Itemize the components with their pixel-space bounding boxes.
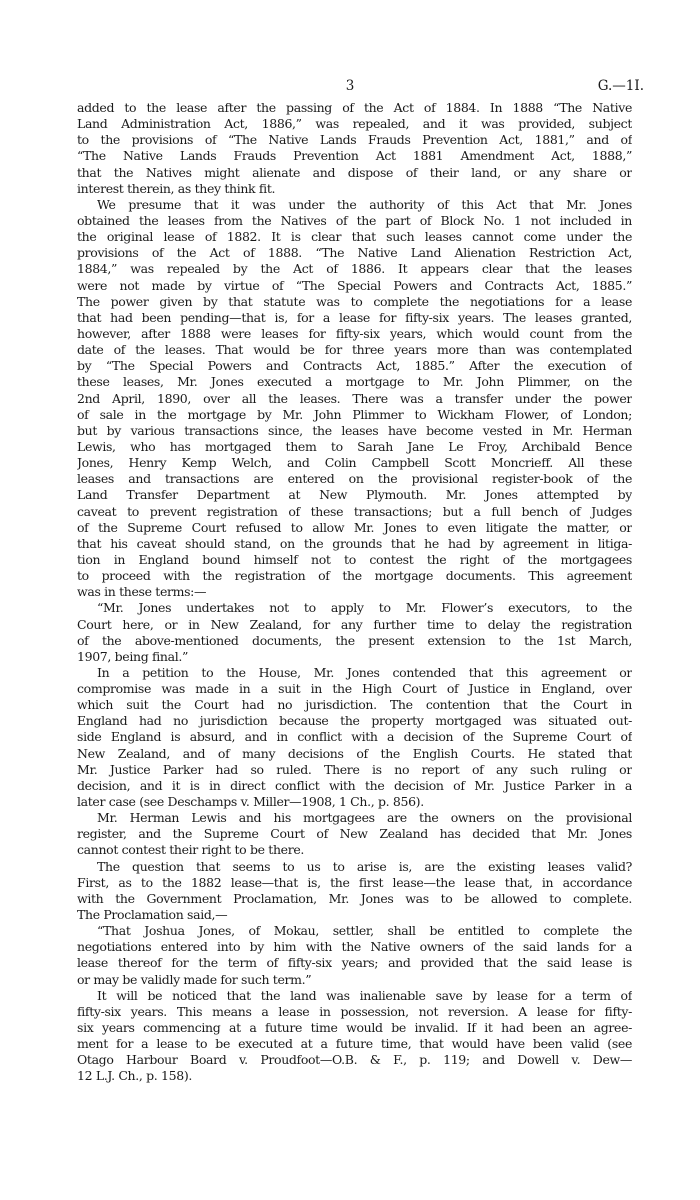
text-line: 1884,” was repealed by the Act of 1886. It appears clear that the leases (77, 261, 632, 277)
text-line: Court here, or in New Zealand, for any further time to delay the registration (77, 616, 632, 632)
text-line: “That Joshua Jones, of Mokau, settler, shall be entitled to complete the (97, 923, 632, 939)
text-line: of sale in the mortgage by Mr. John Plimmer to Wickham Flower, of London; (77, 406, 632, 422)
text-line: decision, and it is in direct conflict with the decision of Mr. Justice Parker in a (77, 777, 632, 793)
text-line: It will be noticed that the land was inalienable save by lease for a term of (97, 987, 632, 1003)
text-line: Mr. Justice Parker had so ruled. There is no report of any such ruling or (77, 761, 632, 777)
text-line: compromise was made in a suit in the High Court of Justice in England, over (77, 681, 632, 697)
text-line: the original lease of 1882. It is clear that such leases cannot come under the (77, 229, 632, 245)
text-line: which suit the Court had no jurisdiction. The contention that the Court in (77, 697, 632, 713)
text-line: “Mr. Jones undertakes not to apply to Mr. Flower’s executors, to the (97, 600, 632, 616)
text-line: later case (see Deschamps v. Miller—1908, 1 Ch., p. 856). (77, 794, 424, 810)
text-line: 1907, being final.” (77, 648, 189, 664)
text-line: Otago Harbour Board v. Proudfoot—O.B. & F., p. 119; and Dowell v. Dew— (77, 1052, 632, 1068)
text-line: cannot contest their right to be there. (77, 842, 304, 858)
text-line: provisions of the Act of 1888. “The Native Land Alienation Restriction Act, (77, 245, 632, 261)
text-line: six years commencing at a future time would be invalid. If it had been an agree- (77, 1020, 632, 1036)
text-line: interest therein, as they think fit. (77, 180, 276, 196)
text-line: Lewis, who has mortgaged them to Sarah Jane Le Froy, Archibald Bence (77, 438, 632, 454)
text-line: that the Natives might alienate and dispose of their land, or any share or (77, 164, 632, 180)
text-line: of the above-mentioned documents, the present extension to the 1st March, (77, 632, 632, 648)
text-line: Land Administration Act, 1886,” was repealed, and it was provided, subject (77, 116, 632, 132)
text-line: register, and the Supreme Court of New Zealand has decided that Mr. Jones (77, 826, 632, 842)
text-line: fifty-six years. This means a lease in possession, not reversion. A lease for fifty- (77, 1003, 632, 1019)
text-line: but by various transactions since, the leases have become vested in Mr. Herman (77, 422, 632, 438)
text-line: First, as to the 1882 lease—that is, the first lease—the lease that, in accordance (77, 874, 632, 890)
text-line: New Zealand, and of many decisions of the English Courts. He stated that (77, 745, 632, 761)
text-line: of the Supreme Court refused to allow Mr. Jones to even litigate the matter, or (77, 519, 632, 535)
text-line: Land Transfer Department at New Plymouth. Mr. Jones attempted by (77, 487, 632, 503)
text-line: The power given by that statute was to complete the negotiations for a lease (77, 293, 632, 309)
body-text (77, 100, 632, 1085)
text-line: The question that seems to us to arise is, are the existing leases valid? (97, 858, 632, 874)
text-line: England had no jurisdiction because the property mortgaged was situated out- (77, 713, 632, 729)
text-line: tion in England bound himself not to contest the right of the mortgagees (77, 551, 632, 567)
text-line: that had been pending—that is, for a lease for fifty-six years. The leases granted, (77, 309, 632, 325)
text-line: was in these terms:— (77, 584, 207, 600)
document-code: G.—1I. (597, 78, 644, 94)
text-line: that his caveat should stand, on the grounds that he had by agreement in litiga- (77, 535, 632, 551)
text-line: Mr. Herman Lewis and his mortgagees are the owners on the provisional (97, 810, 632, 826)
text-line: however, after 1888 were leases for fifty-six years, which would count from the (77, 325, 632, 341)
text-line: added to the lease after the passing of the Act of 1884. In 1888 “The Native (77, 100, 632, 115)
text-line: or may be validly made for such term.” (77, 971, 312, 987)
text-line: 2nd April, 1890, over all the leases. There was a transfer under the power (77, 390, 632, 406)
text-line: date of the leases. That would be for three years more than was contemplated (77, 342, 632, 358)
text-line: ment for a lease to be executed at a future time, that would have been valid (see (77, 1036, 632, 1052)
text-line: were not made by virtue of “The Special Powers and Contracts Act, 1885.” (77, 277, 632, 293)
text-line: Jones, Henry Kemp Welch, and Colin Campbell Scott Moncrieff. All these (77, 455, 632, 471)
text-line: obtained the leases from the Natives of the part of Block No. 1 not included in (77, 212, 632, 228)
text-line: to the provisions of “The Native Lands Frauds Prevention Act, 1881,” and of (77, 132, 632, 148)
text-line: leases and transactions are entered on the provisional register-book of the (77, 471, 632, 487)
text-line: side England is absurd, and in conflict with a decision of the Supreme Court of (77, 729, 632, 745)
text-line: to proceed with the registration of the mortgage documents. This agreement (77, 568, 632, 584)
text-line: with the Government Proclamation, Mr. Jones was to be allowed to complete. (77, 890, 632, 906)
text-line: these leases, Mr. Jones executed a mortgage to Mr. John Plimmer, on the (77, 374, 632, 390)
text-line: negotiations entered into by him with the Native owners of the said lands for a (77, 939, 632, 955)
text-line: “The Native Lands Frauds Prevention Act 1881 Amendment Act, 1888,” (77, 148, 632, 164)
text-line: lease thereof for the term of fifty-six years; and provided that the said lease is (77, 955, 632, 971)
text-line: 12 L.J. Ch., p. 158). (77, 1068, 192, 1084)
text-line: In a petition to the House, Mr. Jones contended that this agreement or (97, 664, 632, 680)
text-line: caveat to prevent registration of these transactions; but a full bench of Judges (77, 503, 632, 519)
text-line: by “The Special Powers and Contracts Act, 1885.” After the execution of (77, 358, 632, 374)
page-header (0, 78, 700, 96)
page-number: 3 (345, 78, 355, 94)
text-line: We presume that it was under the authority of this Act that Mr. Jones (97, 196, 632, 212)
text-line: The Proclamation said,— (77, 907, 228, 923)
